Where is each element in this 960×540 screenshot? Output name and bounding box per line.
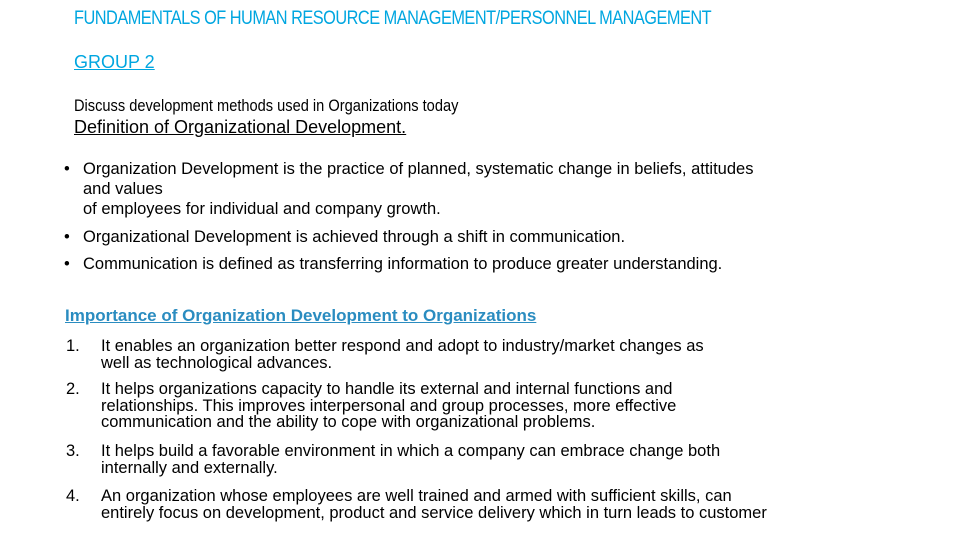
discussion-prompt-text: Discuss development methods used in Organizations today (74, 96, 459, 115)
document-title-text: FUNDAMENTALS OF HUMAN RESOURCE MANAGEMENT/PERSONNEL MANAGEMENT (74, 8, 712, 29)
bullet-line: Organizational Development is achieved through a shift in communication. (83, 228, 626, 246)
bullet-text (83, 254, 722, 274)
item-line: well as technological advances. (101, 353, 333, 372)
item-text (101, 443, 720, 476)
item-line: It enables an organization better respond and adopt to industry/market changes as (101, 337, 704, 355)
importance-heading[interactable]: Importance of Organization Development to Organizations (65, 306, 537, 325)
item-line: entirely focus on development, product and service delivery which in turn leads to customer (101, 503, 767, 522)
item-number: 3. (66, 442, 80, 460)
item-number: 4. (66, 487, 80, 505)
item-line: It helps build a favorable environment in which a company can embrace change both (101, 442, 721, 460)
group-label[interactable]: GROUP 2 (74, 52, 155, 72)
item-number: 2. (66, 380, 80, 398)
bullet-line: Organization Development is the practice of planned, systematic change in beliefs, attitudes (83, 160, 754, 178)
bullet-marker: • (64, 228, 70, 246)
item-line: An organization whose employees are well trained and armed with sufficient skills, can (101, 487, 732, 505)
definition-heading: Definition of Organizational Development. (74, 117, 407, 137)
discussion-prompt (74, 96, 521, 116)
item-line: communication and the ability to cope with organizational problems. (101, 413, 596, 431)
item-number: 1. (66, 337, 80, 355)
bullet-text (83, 159, 753, 219)
bullet-line: Communication is defined as transferring information to produce greater understanding. (83, 255, 723, 273)
item-text (101, 381, 676, 431)
item-line: relationships. This improves interpersonal and group processes, more effective (101, 396, 677, 415)
item-text (101, 488, 767, 521)
item-text (101, 338, 704, 371)
bullet-marker: • (64, 255, 70, 273)
document-title[interactable] (74, 8, 815, 30)
item-line: It helps organizations capacity to handle its external and internal functions and (101, 380, 673, 398)
bullet-marker: • (64, 160, 70, 178)
bullet-text (83, 227, 625, 247)
item-line: internally and externally. (101, 458, 278, 477)
bullet-line: and values (83, 180, 163, 198)
bullet-line: of employees for individual and company growth. (83, 200, 441, 218)
